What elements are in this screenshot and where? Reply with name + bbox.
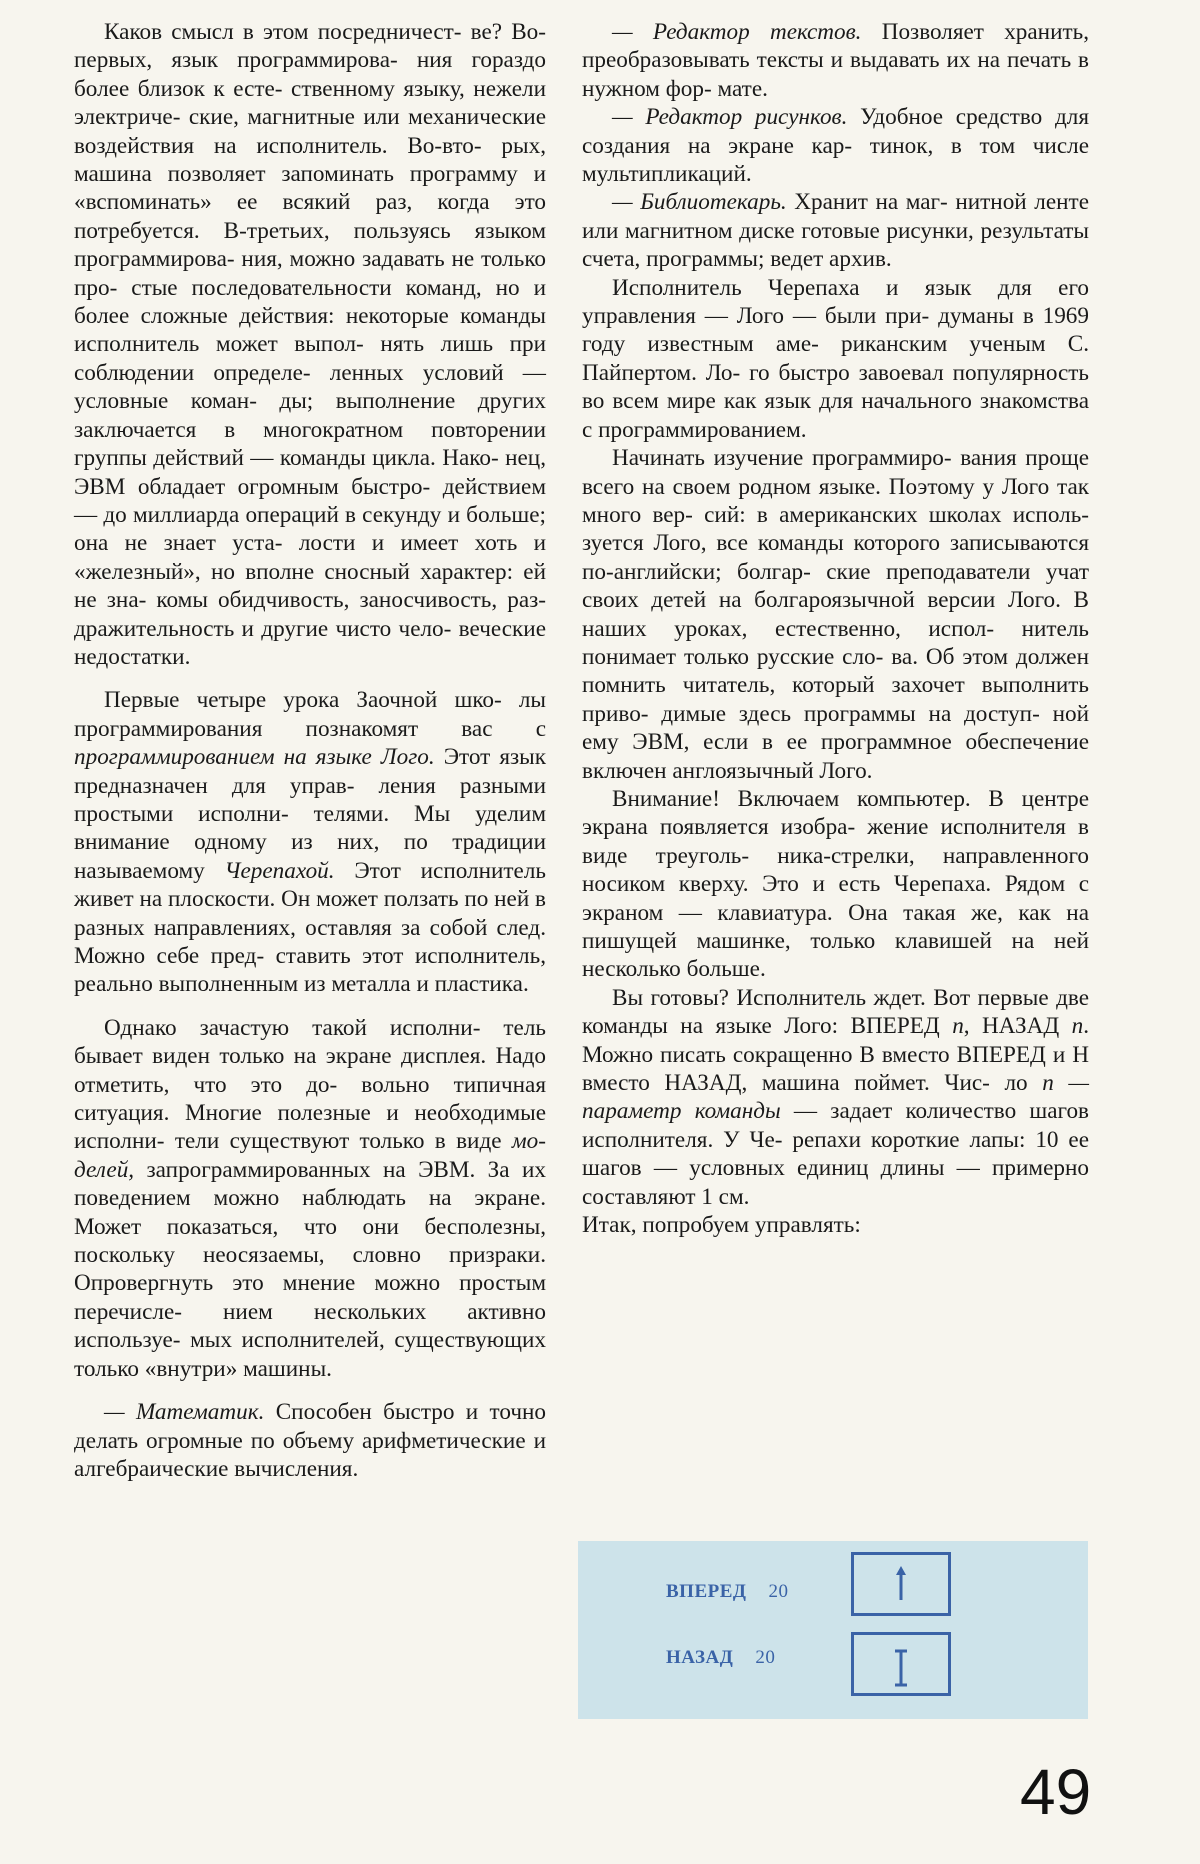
paragraph: Итак, попробуем управлять: xyxy=(582,1212,861,1239)
page-number: 49 xyxy=(1020,1756,1092,1828)
paragraph: Исполнитель Черепаха и язык для его управления — Лого — были при- думаны в 1969 году известным аме- риканским ученым С. Пайпертом. Ло- го быстро завоевал популярность во всем мире как язык для начального знакомства с программированием. xyxy=(582,274,1089,443)
italic-term: n xyxy=(952,1013,964,1040)
italic-term: — Библиотекарь. xyxy=(612,189,787,216)
command-figure xyxy=(578,1541,1088,1719)
command-name: НАЗАД xyxy=(666,1647,734,1668)
travel-bar-icon xyxy=(854,1635,948,1705)
left-column xyxy=(74,18,546,1483)
paragraph xyxy=(74,686,546,998)
paragraph xyxy=(582,103,1089,188)
up-arrow-icon xyxy=(854,1555,948,1613)
text-run: . Можно писать сокращенно В вместо ВПЕРЕД и Н вместо НАЗАД, машина поймет. Чис- ло xyxy=(582,1013,1089,1097)
italic-term: — Математик. xyxy=(104,1399,265,1426)
italic-term: n xyxy=(1071,1013,1084,1040)
italic-term: n — параметр команды xyxy=(582,1070,1089,1125)
text-run: Однако зачастую такой исполни- тель бывает виден только на экране дисплея. Надо отметить, что это до- вольно типичная ситуация. Многие полезные и необходимые исполни- тели существуют только в виде xyxy=(74,1014,546,1155)
text-run: Этот исполнитель живет на плоскости. Он может ползать по ней в разных направлениях, оставляя за собой след. Можно себе пред- ставить этот исполнитель, реально выполненным из металла и пластика. xyxy=(74,857,546,998)
backward-key xyxy=(851,1632,951,1696)
italic-term: — Редактор рисунков. xyxy=(612,104,848,131)
forward-key xyxy=(851,1552,951,1616)
italic-term: программированием на языке Лого. xyxy=(74,744,435,771)
paragraph: Каков смысл в этом посредничест- ве? Во-первых, язык программирова- ния гораздо более близок к есте- ственному языку, нежели электриче- ские, магнитные или механические воздействия на исполнитель. Во-вто- рых, машина позволяет запоминать программу и «вспоминать» ее всякий раз, когда это потребуется. В-третьих, пользуясь языком программирова- ния, можно задавать не только про- стые последовательности команд, но и более сложные действия: некоторые команды исполнитель может выпол- нять лишь при соблюдении определе- ленных условий — условные коман- ды; выполнение других заключается в многократном повторении группы действий — команды цикла. Нако- нец, ЭВМ обладает огромным быстро- действием — до миллиарда операций в секунду и больше; она не знает уста- лости и имеет хоть и «железный», но вполне сносный характер: ей не зна- комы обидчивость, заносчивость, раз- дражительность и другие чисто чело- веческие недостатки. xyxy=(74,19,546,670)
paragraph xyxy=(582,984,1089,1211)
text-run: Этот язык предназначен для управ- ления разными простыми исполни- телями. Мы уделим внимание одному из них, по традиции называемому xyxy=(74,744,547,884)
backward-command-label xyxy=(666,1647,775,1669)
italic-term: — Редактор текстов. xyxy=(612,19,862,45)
text-run: Удобное средство для создания на экране кар- тинок, в том числе мультипликаций. xyxy=(582,104,1089,188)
right-column xyxy=(582,18,1089,1239)
command-name: ВПЕРЕД xyxy=(666,1581,747,1602)
text-run: Способен быстро и точно делать огромные по объему арифметические и алгебраические вычисления. xyxy=(74,1399,546,1482)
italic-term: мо- делей, xyxy=(74,1128,546,1183)
forward-command-label xyxy=(666,1581,788,1603)
text-run: Хранит на маг- нитной ленте или магнитном диске готовые рисунки, результаты счета, программы; ведет архив. xyxy=(582,189,1089,273)
text-run: , НАЗАД xyxy=(963,1013,1072,1040)
italic-term: Черепахой. xyxy=(224,857,335,884)
command-argument: 20 xyxy=(755,1647,776,1668)
command-argument: 20 xyxy=(768,1581,789,1602)
text-run: Позволяет хранить, преобразовывать тексты и выдавать их на печать в нужном фор- мате. xyxy=(582,19,1089,102)
text-run: запрограммированных на ЭВМ. За их поведением можно наблюдать на экране. Может показаться, что они бесполезны, поскольку неосязаемы, словно призраки. Опровергнуть это мнение можно простым перечисле- нием нескольких активно используе- мых исполнителей, существующих только «внутри» машины. xyxy=(74,1156,546,1382)
text-run: — задает количество шагов исполнителя. У Че- репахи короткие лапы: 10 ее шагов — условных единиц длины — примерно составляют 1 см. xyxy=(582,1098,1089,1210)
text-run: Первые четыре урока Заочной шко- лы программирования познакомят вас с xyxy=(74,687,546,742)
paragraph xyxy=(582,18,1089,103)
paragraph xyxy=(74,1398,546,1483)
paragraph: Внимание! Включаем компьютер. В центре экрана появляется изобра- жение исполнителя в виде треуголь- ника-стрелки, направленного носиком кверху. Это и есть Черепаха. Рядом с экраном — клавиатура. Она такая же, как на пишущей машинке, только клавишей на ней несколько больше. xyxy=(582,785,1089,983)
paragraph: Начинать изучение программиро- вания проще всего на своем родном языке. Поэтому у Лого так много вер- сий: в американских школах исполь- зуется Лого, все команды которого записываются по-английски; болгар- ские преподаватели учат своих детей на болгароязычной версии Лого. В наших уроках, естественно, испол- нитель понимает только русские сло- ва. Об этом должен помнить читатель, который захочет выполнить приво- димые здесь программы на доступ- ной ему ЭВМ, если в ее программное обеспечение включен англоязычный Лого. xyxy=(582,445,1089,784)
text-run: Вы готовы? Исполнитель ждет. Вот первые две команды на языке Лого: ВПЕРЕД xyxy=(582,984,1089,1040)
paragraph xyxy=(74,1014,546,1383)
paragraph xyxy=(582,188,1089,273)
